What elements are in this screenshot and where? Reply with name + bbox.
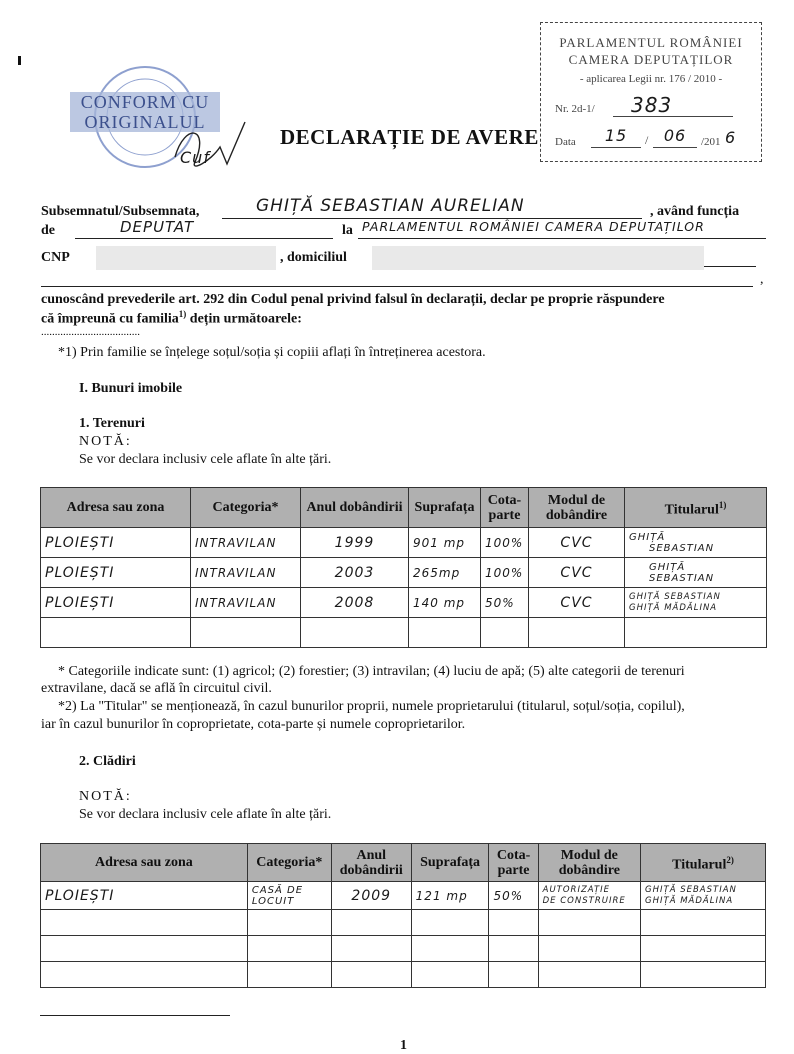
stamp-year-prefix: /201 bbox=[701, 136, 721, 148]
cell-empty bbox=[538, 910, 640, 936]
stamp-line-1: PARLAMENTUL ROMÂNIEI bbox=[559, 35, 743, 50]
intro-line-2-post: dețin următoarele: bbox=[186, 311, 302, 327]
cell-empty bbox=[41, 910, 248, 936]
cell-empty bbox=[641, 962, 766, 988]
conform-seal bbox=[70, 62, 220, 172]
cell-empty bbox=[538, 936, 640, 962]
name-field: GHIȚĂ SEBASTIAN AURELIAN bbox=[256, 196, 525, 216]
cell-modul-line-1: AUTORIZAȚIE bbox=[542, 884, 611, 895]
function-field: DEPUTAT bbox=[120, 218, 195, 236]
cell-cota: 100% bbox=[481, 558, 529, 588]
cell-cota: 50% bbox=[481, 588, 529, 618]
cell-empty bbox=[489, 962, 538, 988]
titular-note-1: *2) La "Titular" se menționează, în cazul bunurilor proprii, numele proprietarului (titularul, soțul/soția, copilul), bbox=[58, 699, 685, 714]
categories-note-1: * Categoriile indicate sunt: (1) agricol; (2) forestier; (3) intravilan; (4) luciu de apă; (5) alte categorii de terenuri bbox=[58, 664, 685, 679]
institution-field: PARLAMENTUL ROMÂNIEI CAMERA DEPUTAȚILOR bbox=[362, 219, 705, 234]
cell-suprafata: 901 mp bbox=[409, 528, 481, 558]
col-header-anul: Anul dobândirii bbox=[331, 844, 411, 882]
cell-empty bbox=[247, 962, 331, 988]
address-redacted bbox=[372, 246, 704, 270]
footnote-1: *1) Prin familie se înțelege soțul/soția și copiii aflați în întreținerea acestora. bbox=[58, 345, 486, 360]
cell-titular-line-2: SEBASTIAN bbox=[649, 542, 715, 554]
col-header-adresa: Adresa sau zona bbox=[41, 844, 248, 882]
cell-modul bbox=[538, 882, 640, 910]
table-row bbox=[41, 618, 767, 648]
cell-anul: 2003 bbox=[301, 558, 409, 588]
col-header-titular-text: Titularul bbox=[672, 857, 727, 873]
terenuri-title: 1. Terenuri bbox=[79, 416, 145, 431]
cell-empty bbox=[301, 618, 409, 648]
page-number: 1 bbox=[400, 1038, 407, 1053]
cladiri-table bbox=[40, 843, 766, 988]
cell-titular-line-2: GHIȚĂ MĂDĂLINA bbox=[629, 602, 718, 613]
cell-empty bbox=[331, 962, 411, 988]
stamp-date-label: Data bbox=[555, 136, 576, 148]
cell-suprafata: 140 mp bbox=[409, 588, 481, 618]
stamp-day: 15 bbox=[591, 126, 641, 148]
stamp-nr-label: Nr. 2d-1/ bbox=[555, 103, 595, 115]
function-label: , având funcția bbox=[650, 204, 740, 219]
address-line bbox=[704, 266, 756, 267]
cell-categoria: INTRAVILAN bbox=[191, 558, 301, 588]
cell-suprafata: 265mp bbox=[409, 558, 481, 588]
cell-empty bbox=[41, 618, 191, 648]
table-row bbox=[41, 558, 767, 588]
seal-line-1: CONFORM CU bbox=[80, 92, 210, 112]
terenuri-nota: NOTĂ: bbox=[79, 434, 132, 449]
cell-empty bbox=[411, 936, 489, 962]
stamp-line-2: CAMERA DEPUTAȚILOR bbox=[568, 52, 734, 67]
cladiri-nota: NOTĂ: bbox=[79, 789, 132, 804]
margin-mark bbox=[18, 56, 21, 65]
cell-empty bbox=[641, 910, 766, 936]
titular-footnote-ref: 2) bbox=[726, 854, 734, 865]
cell-titular bbox=[625, 558, 767, 588]
signature-icon bbox=[165, 102, 255, 177]
cell-titular-line-1: GHIȚĂ SEBASTIAN bbox=[645, 884, 737, 895]
cell-empty bbox=[411, 910, 489, 936]
cell-titular bbox=[641, 882, 766, 910]
cell-titular-line-1: GHIȚĂ SEBASTIAN bbox=[629, 591, 721, 602]
table-row bbox=[41, 936, 766, 962]
cell-titular-line-1: GHIȚĂ bbox=[629, 531, 666, 543]
cell-empty bbox=[247, 910, 331, 936]
stamp-year-suffix: 6 bbox=[725, 128, 737, 147]
intro-dots: .................................... bbox=[41, 326, 140, 338]
table-row bbox=[41, 962, 766, 988]
col-header-modul: Modul de dobândire bbox=[529, 488, 625, 528]
cladiri-title: 2. Clădiri bbox=[79, 754, 136, 769]
cell-titular-line-2: GHIȚĂ MĂDĂLINA bbox=[645, 895, 734, 906]
cell-adresa: PLOIEȘTI bbox=[41, 558, 191, 588]
table-row bbox=[41, 528, 767, 558]
cell-titular-line-1: GHIȚĂ bbox=[649, 561, 686, 573]
cladiri-nota-text: Se vor declara inclusiv cele aflate în alte țări. bbox=[79, 807, 332, 822]
cell-suprafata: 121 mp bbox=[411, 882, 489, 910]
cell-empty bbox=[625, 618, 767, 648]
function-line bbox=[75, 238, 333, 239]
col-header-titular bbox=[625, 488, 767, 528]
cell-adresa: PLOIEȘTI bbox=[41, 588, 191, 618]
cell-empty bbox=[331, 910, 411, 936]
terenuri-nota-text: Se vor declara inclusiv cele aflate în alte țări. bbox=[79, 452, 332, 467]
cell-empty bbox=[538, 962, 640, 988]
la-label: la bbox=[342, 223, 353, 238]
col-header-categoria: Categoria* bbox=[191, 488, 301, 528]
cell-empty bbox=[191, 618, 301, 648]
cell-empty bbox=[41, 962, 248, 988]
cell-empty bbox=[41, 936, 248, 962]
cell-adresa: PLOIEȘTI bbox=[41, 882, 248, 910]
col-header-cota: Cota-parte bbox=[489, 844, 538, 882]
institution-line bbox=[358, 238, 766, 239]
page-title: DECLARAȚIE DE AVERE bbox=[280, 125, 539, 149]
cnp-label: CNP bbox=[41, 250, 70, 265]
address-comma: , bbox=[760, 272, 764, 287]
col-header-categoria: Categoria* bbox=[247, 844, 331, 882]
cell-categoria: INTRAVILAN bbox=[191, 588, 301, 618]
cell-cota: 50% bbox=[489, 882, 538, 910]
cell-modul: CVC bbox=[529, 528, 625, 558]
intro-line-2 bbox=[41, 309, 302, 328]
de-label: de bbox=[41, 223, 55, 238]
signature-text: Cuf bbox=[180, 148, 210, 167]
cell-modul-line-2: DE CONSTRUIRE bbox=[542, 895, 626, 906]
table-row bbox=[41, 588, 767, 618]
cell-adresa: PLOIEȘTI bbox=[41, 528, 191, 558]
cnp-redacted bbox=[96, 246, 276, 270]
intro-footnote-ref: 1) bbox=[178, 309, 187, 319]
col-header-titular-text: Titularul bbox=[664, 502, 719, 518]
footnote-separator bbox=[40, 1015, 230, 1016]
cell-empty bbox=[529, 618, 625, 648]
col-header-suprafata: Suprafața bbox=[409, 488, 481, 528]
subsemnatul-label: Subsemnatul/Subsemnata, bbox=[41, 204, 200, 219]
cell-categoria-line-1: CASĂ DE bbox=[251, 884, 304, 896]
stamp-line-3: - aplicarea Legii nr. 176 / 2010 - bbox=[579, 73, 723, 85]
terenuri-table bbox=[40, 487, 767, 648]
registration-stamp bbox=[540, 22, 762, 162]
cell-categoria bbox=[247, 882, 331, 910]
col-header-anul: Anul dobândirii bbox=[301, 488, 409, 528]
seal-line-2: ORIGINALUL bbox=[84, 112, 206, 132]
section-1-title: I. Bunuri imobile bbox=[79, 381, 183, 396]
cell-anul: 2008 bbox=[301, 588, 409, 618]
stamp-nr-value: 383 bbox=[631, 93, 673, 117]
intro-line-1: cunoscând prevederile art. 292 din Codul penal privind falsul în declarații, declar pe proprie răspundere bbox=[41, 292, 665, 307]
stamp-date-separator: / bbox=[645, 133, 649, 147]
cell-titular bbox=[625, 528, 767, 558]
address-line-2 bbox=[41, 286, 753, 287]
cell-titular bbox=[625, 588, 767, 618]
col-header-adresa: Adresa sau zona bbox=[41, 488, 191, 528]
cell-empty bbox=[489, 936, 538, 962]
cell-anul: 1999 bbox=[301, 528, 409, 558]
cell-empty bbox=[331, 936, 411, 962]
cell-anul: 2009 bbox=[331, 882, 411, 910]
cell-categoria: INTRAVILAN bbox=[191, 528, 301, 558]
cell-empty bbox=[489, 910, 538, 936]
intro-line-2-pre: că împreună cu familia bbox=[41, 311, 179, 327]
col-header-suprafata: Suprafața bbox=[411, 844, 489, 882]
table-row bbox=[41, 882, 766, 910]
cell-empty bbox=[411, 962, 489, 988]
cell-modul: CVC bbox=[529, 588, 625, 618]
stamp-month: 06 bbox=[653, 126, 697, 148]
cell-cota: 100% bbox=[481, 528, 529, 558]
categories-note-2: extravilane, dacă se află în circuitul civil. bbox=[41, 681, 272, 696]
cell-empty bbox=[247, 936, 331, 962]
cell-modul: CVC bbox=[529, 558, 625, 588]
cell-categoria-line-2: LOCUIT bbox=[251, 895, 295, 907]
cell-empty bbox=[409, 618, 481, 648]
cell-titular-line-2: SEBASTIAN bbox=[649, 572, 715, 584]
table-row bbox=[41, 910, 766, 936]
col-header-titular bbox=[641, 844, 766, 882]
col-header-modul: Modul de dobândire bbox=[538, 844, 640, 882]
domiciliul-label: , domiciliul bbox=[280, 250, 347, 265]
cell-empty bbox=[641, 936, 766, 962]
titular-footnote-ref: 1) bbox=[718, 499, 727, 510]
col-header-cota: Cota-parte bbox=[481, 488, 529, 528]
cell-empty bbox=[481, 618, 529, 648]
titular-note-2: iar în cazul bunurilor în coproprietate, cota-parte și numele coproprietarilor. bbox=[41, 717, 466, 732]
